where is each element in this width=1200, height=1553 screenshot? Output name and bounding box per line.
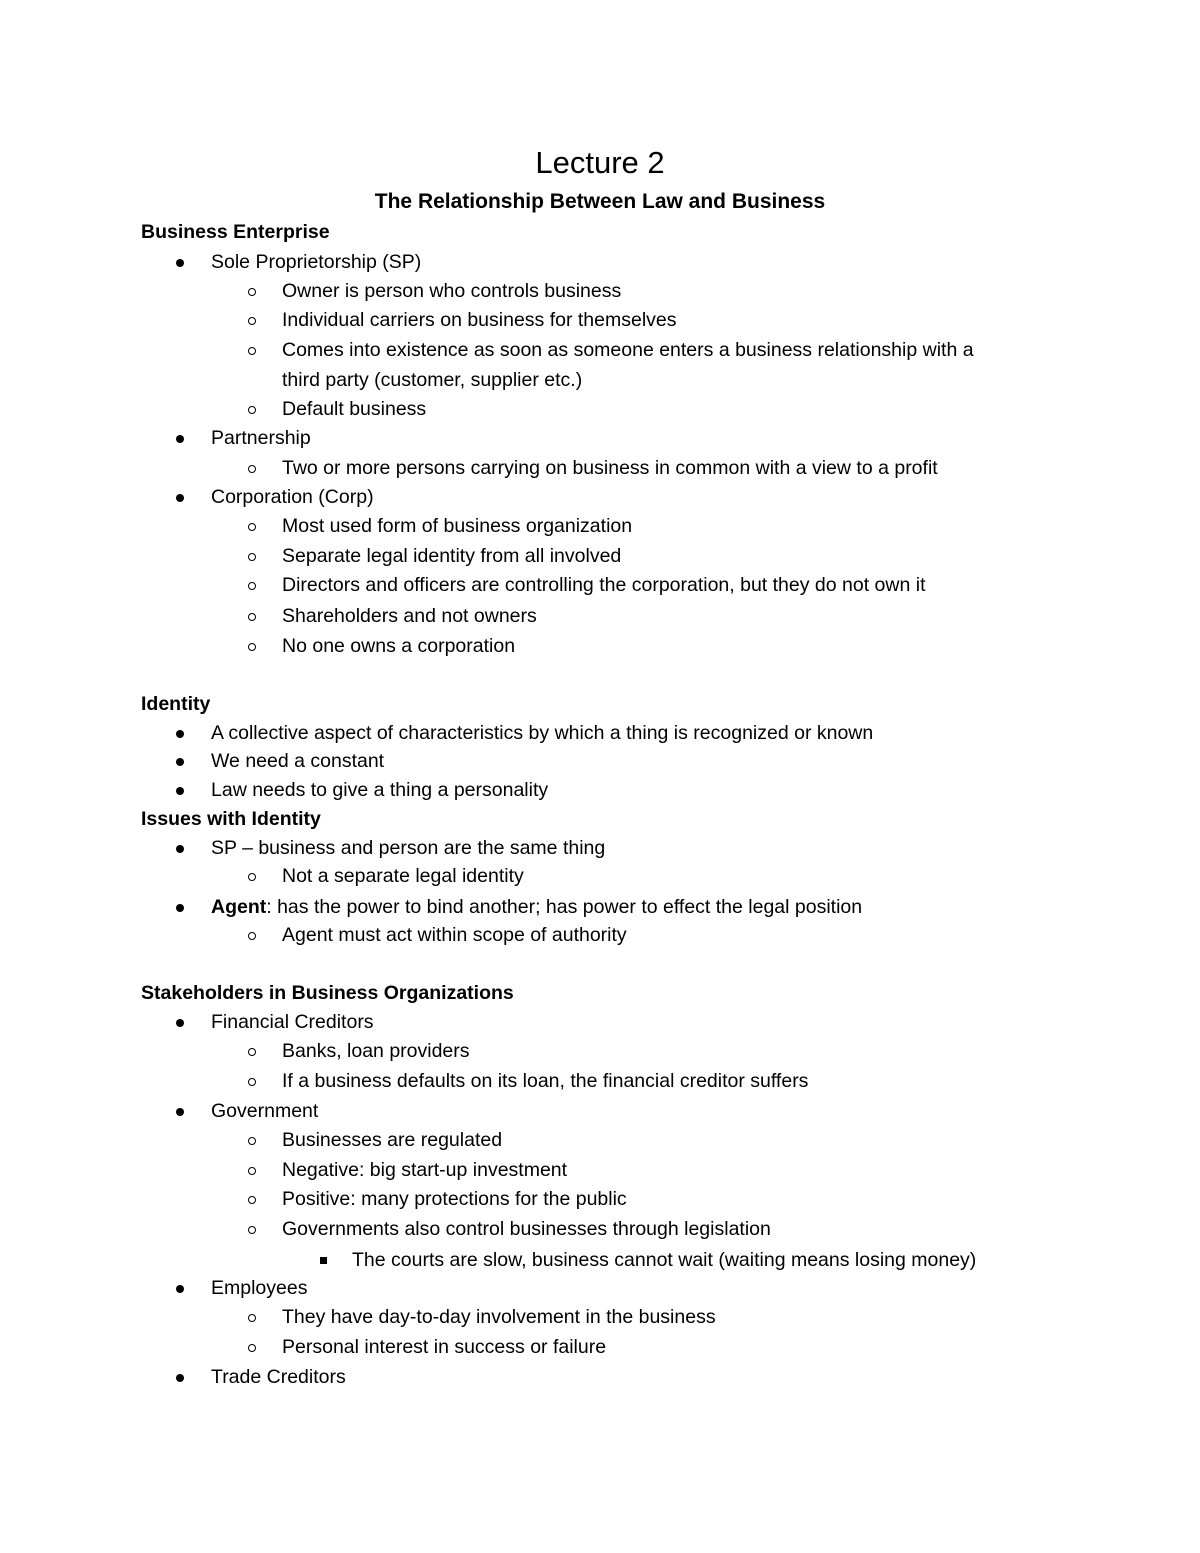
circle-bullet-icon xyxy=(248,1314,256,1322)
list-item-sole-proprietorship: Sole Proprietorship (SP) xyxy=(211,251,422,273)
circle-bullet-icon xyxy=(248,406,256,414)
circle-bullet-icon xyxy=(248,1078,256,1086)
circle-bullet-icon xyxy=(248,1167,256,1175)
sub-item: No one owns a corporation xyxy=(282,635,516,657)
circle-bullet-icon xyxy=(248,347,256,355)
sub-item: Positive: many protections for the public xyxy=(282,1188,627,1210)
bullet-icon xyxy=(176,494,184,502)
heading-issues-with-identity: Issues with Identity xyxy=(141,808,321,830)
circle-bullet-icon xyxy=(248,553,256,561)
circle-bullet-icon xyxy=(248,1344,256,1352)
sub-item: Shareholders and not owners xyxy=(282,605,537,627)
circle-bullet-icon xyxy=(248,1196,256,1204)
list-item: Law needs to give a thing a personality xyxy=(211,779,549,801)
bullet-icon xyxy=(176,1374,184,1382)
list-item-sp: SP – business and person are the same thing xyxy=(211,837,606,859)
bullet-icon xyxy=(176,730,184,738)
agent-term: Agent xyxy=(211,896,267,918)
bullet-icon xyxy=(176,435,184,443)
sub-item: Agent must act within scope of authority xyxy=(282,924,627,946)
list-item-employees: Employees xyxy=(211,1277,308,1299)
list-item: A collective aspect of characteristics by which a thing is recognized or known xyxy=(211,722,874,744)
bullet-icon xyxy=(176,904,184,912)
circle-bullet-icon xyxy=(248,582,256,590)
list-item-financial-creditors: Financial Creditors xyxy=(211,1011,374,1033)
sub-item: Comes into existence as soon as someone enters a business relationship with a xyxy=(282,339,974,361)
agent-definition: : has the power to bind another; has power to effect the legal position xyxy=(266,896,863,918)
lecture-subtitle: The Relationship Between Law and Business xyxy=(374,190,826,213)
list-item-agent xyxy=(211,894,862,920)
heading-stakeholders: Stakeholders in Business Organizations xyxy=(141,982,514,1004)
sub-item: Directors and officers are controlling the corporation, but they do not own it xyxy=(282,574,926,596)
circle-bullet-icon xyxy=(248,1048,256,1056)
sub-item: Negative: big start-up investment xyxy=(282,1159,568,1181)
bullet-icon xyxy=(176,259,184,267)
bullet-icon xyxy=(176,787,184,795)
sub-item: Not a separate legal identity xyxy=(282,865,524,887)
circle-bullet-icon xyxy=(248,1226,256,1234)
circle-bullet-icon xyxy=(248,465,256,473)
circle-bullet-icon xyxy=(248,1137,256,1145)
lecture-title: Lecture 2 xyxy=(535,145,665,180)
sub-item: Individual carriers on business for themselves xyxy=(282,309,677,331)
sub-item: Governments also control businesses through legislation xyxy=(282,1218,771,1240)
list-item-partnership: Partnership xyxy=(211,427,311,449)
bullet-icon xyxy=(176,1019,184,1027)
bullet-icon xyxy=(176,1285,184,1293)
sub-item: Separate legal identity from all involved xyxy=(282,545,622,567)
bullet-icon xyxy=(176,758,184,766)
sub-item: Two or more persons carrying on business in common with a view to a profit xyxy=(282,457,938,479)
sub-item: Businesses are regulated xyxy=(282,1129,503,1151)
sub-item: Default business xyxy=(282,398,427,420)
circle-bullet-icon xyxy=(248,643,256,651)
square-bullet-icon xyxy=(320,1257,327,1264)
list-item: We need a constant xyxy=(211,750,385,772)
sub-item: Personal interest in success or failure xyxy=(282,1336,607,1358)
circle-bullet-icon xyxy=(248,613,256,621)
circle-bullet-icon xyxy=(248,873,256,881)
sub-item: They have day-to-day involvement in the business xyxy=(282,1306,716,1328)
list-item-government: Government xyxy=(211,1100,319,1122)
circle-bullet-icon xyxy=(248,523,256,531)
sub-item-continuation: third party (customer, supplier etc.) xyxy=(282,369,583,391)
sub-item: Owner is person who controls business xyxy=(282,280,622,302)
sub-item: Most used form of business organization xyxy=(282,515,633,537)
circle-bullet-icon xyxy=(248,288,256,296)
circle-bullet-icon xyxy=(248,932,256,940)
list-item-corporation: Corporation (Corp) xyxy=(211,486,374,508)
heading-identity: Identity xyxy=(141,693,211,715)
sub-sub-item: The courts are slow, business cannot wait (waiting means losing money) xyxy=(352,1249,977,1271)
bullet-icon xyxy=(176,1108,184,1116)
heading-business-enterprise: Business Enterprise xyxy=(141,221,330,243)
sub-item: Banks, loan providers xyxy=(282,1040,470,1062)
sub-item: If a business defaults on its loan, the financial creditor suffers xyxy=(282,1070,809,1092)
bullet-icon xyxy=(176,845,184,853)
circle-bullet-icon xyxy=(248,317,256,325)
list-item-trade-creditors: Trade Creditors xyxy=(211,1366,346,1388)
